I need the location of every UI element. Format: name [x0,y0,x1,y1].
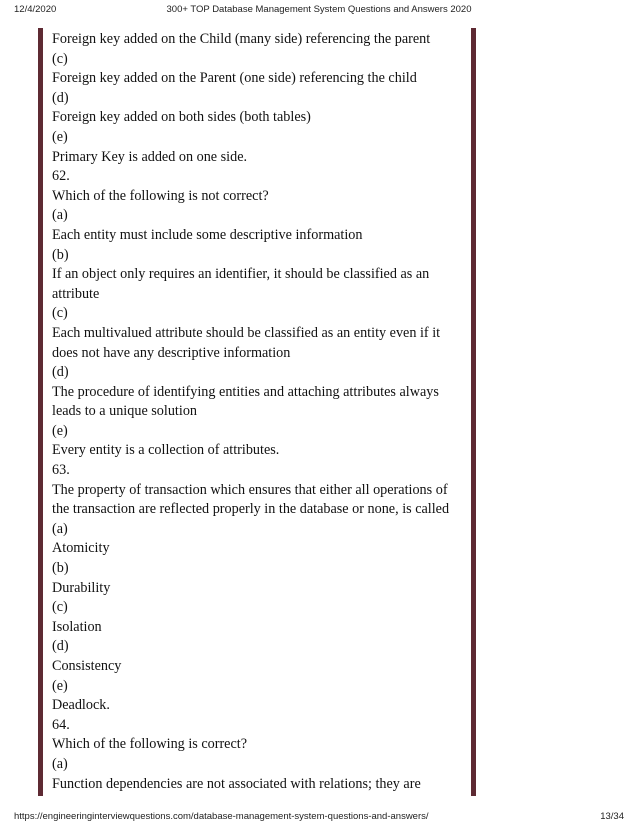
text-line: (e) [52,128,68,145]
text-line: Atomicity [52,540,110,557]
text-line: Function dependencies are not associated with relations; they are [52,775,421,792]
text-line: Each multivalued attribute should be classified as an entity even if it [52,324,441,341]
text-line: (d) [52,638,69,655]
text-line: Every entity is a collection of attributes. [52,442,280,459]
text-line: Isolation [52,618,102,635]
text-line: Deadlock. [52,697,110,714]
question-number: 64. [52,716,70,733]
text-line: leads to a unique solution [52,403,198,420]
left-border-bar [38,28,43,796]
text-line: Foreign key added on the Child (many side) referencing the parent [52,31,431,47]
text-line: (b) [52,560,69,577]
text-line: Primary Key is added on one side. [52,148,248,165]
text-line: Foreign key added on the Parent (one side) referencing the child [52,70,417,87]
document-title: 300+ TOP Database Management System Questions and Answers 2020 [166,4,472,15]
question-text: the transaction are reflected properly in the database or none, is called [52,501,450,518]
print-date: 12/4/2020 [14,4,57,15]
text-line: (b) [52,246,69,263]
text-line: (a) [52,207,68,224]
page-footer [0,808,638,822]
question-number: 62. [52,168,70,185]
text-line: Each entity must include some descriptive information [52,226,363,243]
text-line: (c) [52,305,68,322]
text-line: (c) [52,599,68,616]
text-line: (e) [52,422,68,439]
text-line: (d) [52,364,69,381]
page-header [0,4,638,18]
question-text: The property of transaction which ensures that either all operations of [52,481,448,498]
source-url[interactable]: https://engineeringinterviewquestions.com/database-management-system-questions-and-answers/ [14,811,429,822]
text-line: (c) [52,50,68,67]
text-line: (a) [52,755,68,772]
right-border-bar [471,28,476,796]
text-line: (e) [52,677,68,694]
text-line: Consistency [52,658,122,674]
text-line: If an object only requires an identifier, it should be classified as an [52,266,430,283]
question-content [52,30,464,794]
text-line: (a) [52,520,68,537]
text-line: Durability [52,579,111,596]
page-number: 13/34 [600,811,624,822]
text-line: Foreign key added on both sides (both tables) [52,109,311,126]
question-text: Which of the following is not correct? [52,187,269,204]
text-line: (d) [52,89,69,106]
text-line: The procedure of identifying entities and attaching attributes always [52,383,439,400]
question-number: 63. [52,462,70,479]
question-text: Which of the following is correct? [52,736,248,753]
text-line: does not have any descriptive information [52,344,291,361]
text-line: attribute [52,285,100,302]
